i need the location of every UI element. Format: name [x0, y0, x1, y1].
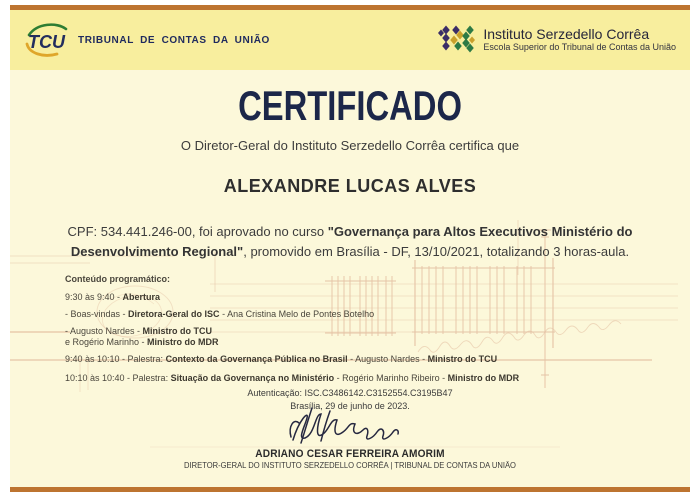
program-line: 9:40 às 10:10 - Palestra: Contexto da Governança Pública no Brasil - Augusto Nardes - Ministro do TCU: [65, 354, 498, 364]
signature-icon: [285, 406, 415, 450]
certificate-header: [10, 10, 690, 70]
program-line: 10:10 às 10:40 - Palestra: Situação da Governança no Ministério - Rogério Marinho Ribeiro - Ministro do MDR: [65, 373, 520, 383]
issue-date: Brasília, 29 de junho de 2023.: [290, 401, 410, 411]
tcu-logo-text: TCU: [28, 32, 65, 52]
isc-text-block: [483, 27, 676, 53]
tcu-logo-icon: [24, 20, 70, 60]
course-statement-suffix: , promovido em Brasília - DF, 13/10/2021, totalizando 3 horas-aula.: [243, 244, 630, 260]
bottom-border-strip: [10, 487, 690, 492]
isc-name: Instituto Serzedello Corrêa: [483, 25, 650, 42]
signer-name: ADRIANO CESAR FERREIRA AMORIM: [255, 448, 445, 460]
tcu-logo-block: [24, 20, 270, 60]
program-line: e Rogério Marinho - Ministro do MDR: [65, 337, 219, 347]
authentication-code: Autenticação: ISC.C3486142.C3152554.C3195B47: [247, 388, 453, 398]
program-line: - Boas-vindas - Diretora-Geral do ISC - Ana Cristina Melo de Pontes Botelho: [65, 309, 375, 319]
intro-line: O Diretor-Geral do Instituto Serzedello Corrêa certifica que: [180, 138, 520, 153]
recipient-name: ALEXANDRE LUCAS ALVES: [223, 176, 477, 196]
signer-role: DIRETOR-GERAL DO INSTITUTO SERZEDELLO CORRÊA | TRIBUNAL DE CONTAS DA UNIÃO: [184, 461, 516, 470]
isc-subtitle: Escola Superior do Tribunal de Contas da União: [483, 42, 676, 53]
certificate-title: CERTIFICADO: [238, 82, 462, 129]
program-line: - Augusto Nardes - Ministro do TCU: [65, 326, 213, 336]
course-name: "Governança para Altos Executivos Ministério do Desenvolvimento Regional": [70, 224, 633, 260]
course-statement: [52, 222, 648, 262]
program-content: [65, 274, 665, 390]
program-line: 9:30 às 9:40 - Abertura: [65, 292, 161, 302]
program-heading: Conteúdo programático:: [65, 274, 170, 284]
isc-logo-icon: [436, 24, 476, 56]
tcu-label: TRIBUNAL DE CONTAS DA UNIÃO: [78, 34, 270, 46]
isc-logo-block: [436, 24, 676, 56]
course-statement-prefix: CPF: 534.441.246-00, foi aprovado no curso: [67, 224, 328, 239]
certificate-body: [10, 70, 690, 487]
